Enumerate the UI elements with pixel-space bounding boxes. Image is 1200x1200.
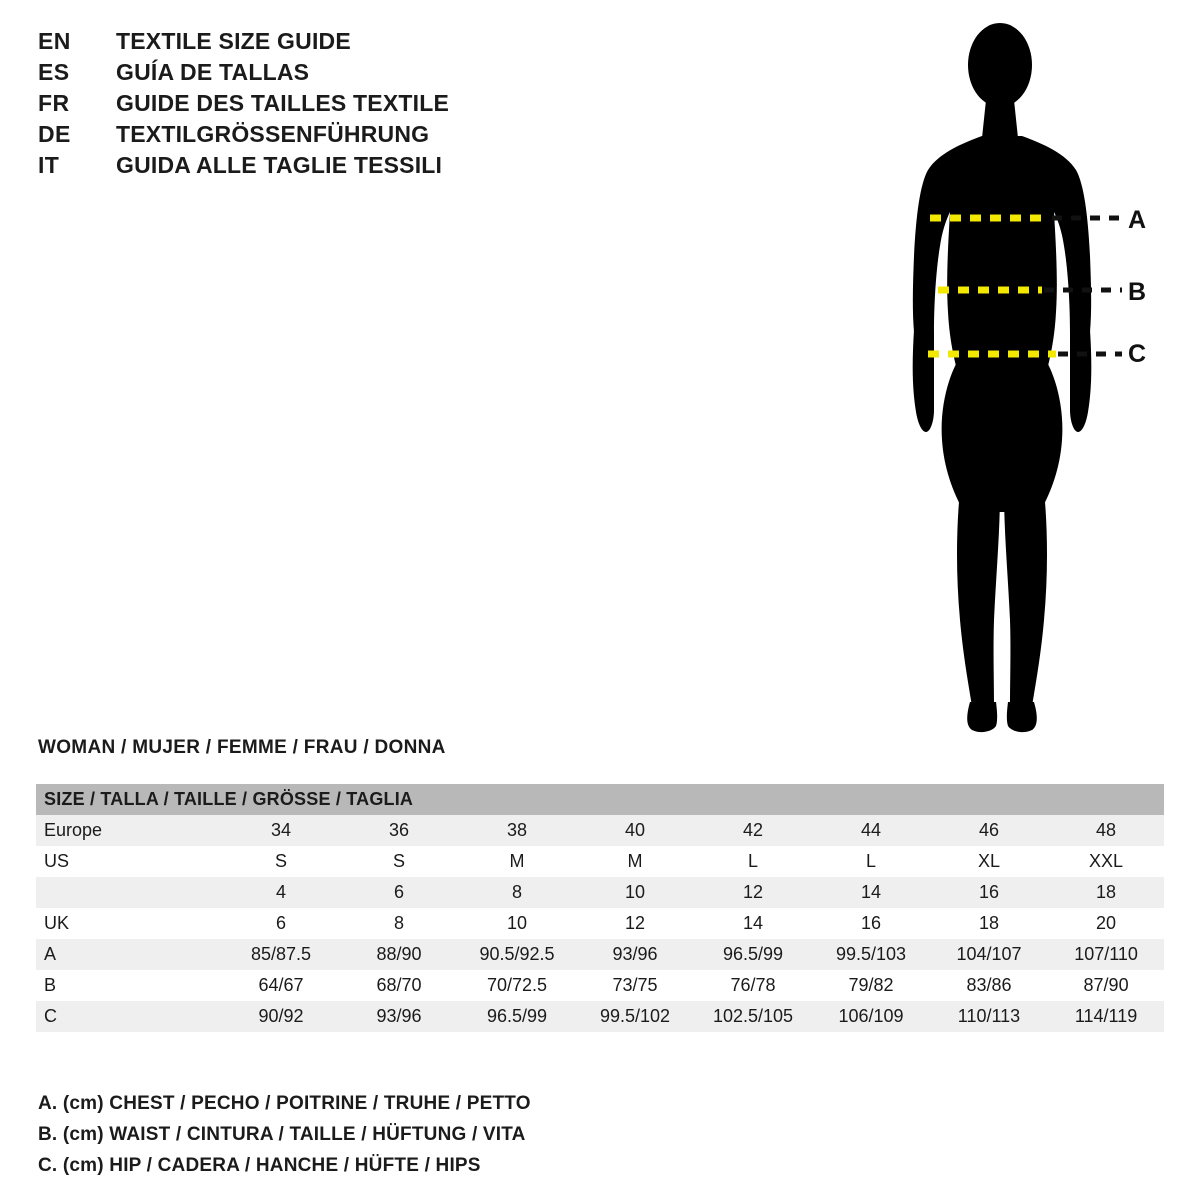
language-row <box>38 152 678 183</box>
cell: 96.5/99 <box>694 939 812 970</box>
cell: 12 <box>694 877 812 908</box>
cell: 64/67 <box>222 970 340 1001</box>
cell: 14 <box>694 908 812 939</box>
language-code: DE <box>38 121 71 147</box>
size-table <box>36 784 1164 1032</box>
table-row <box>36 908 1164 939</box>
table-row <box>36 877 1164 908</box>
row-label: Europe <box>36 815 222 846</box>
cell: 70/72.5 <box>458 970 576 1001</box>
section-title: WOMAN / MUJER / FEMME / FRAU / DONNA <box>38 737 446 758</box>
cell: 46 <box>930 815 1048 846</box>
cell: 36 <box>340 815 458 846</box>
language-row <box>38 28 678 59</box>
cell: 6 <box>340 877 458 908</box>
footnote-waist: B. (cm) WAIST / CINTURA / TAILLE / HÜFTUNG / VITA <box>38 1124 526 1145</box>
marker-label-a: A <box>1128 206 1147 234</box>
row-label: C <box>36 1001 222 1032</box>
cell: 106/109 <box>812 1001 930 1032</box>
table-row <box>36 970 1164 1001</box>
cell: 114/119 <box>1048 1001 1164 1032</box>
cell: 110/113 <box>930 1001 1048 1032</box>
footnote-chest: A. (cm) CHEST / PECHO / POITRINE / TRUHE / PETTO <box>38 1093 531 1114</box>
cell: L <box>694 846 812 877</box>
cell: M <box>576 846 694 877</box>
cell: 8 <box>458 877 576 908</box>
silhouette-icon <box>860 20 1190 740</box>
cell: 8 <box>340 908 458 939</box>
cell: S <box>222 846 340 877</box>
cell: 18 <box>930 908 1048 939</box>
footnote-hip: C. (cm) HIP / CADERA / HANCHE / HÜFTE / HIPS <box>38 1155 481 1176</box>
cell: 14 <box>812 877 930 908</box>
cell: 93/96 <box>340 1001 458 1032</box>
language-title: TEXTILGRÖSSENFÜHRUNG <box>116 121 430 147</box>
language-row <box>38 121 678 152</box>
language-row <box>38 59 678 90</box>
language-title: TEXTILE SIZE GUIDE <box>116 28 351 54</box>
footnote-list <box>38 1088 938 1181</box>
row-label: A <box>36 939 222 970</box>
table-row <box>36 1001 1164 1032</box>
cell: XL <box>930 846 1048 877</box>
cell: 38 <box>458 815 576 846</box>
table-header-label: SIZE / TALLA / TAILLE / GRÖSSE / TAGLIA <box>36 784 1164 815</box>
cell: 42 <box>694 815 812 846</box>
cell: 87/90 <box>1048 970 1164 1001</box>
language-row <box>38 90 678 121</box>
cell: 18 <box>1048 877 1164 908</box>
cell: 102.5/105 <box>694 1001 812 1032</box>
cell: S <box>340 846 458 877</box>
cell: XXL <box>1048 846 1164 877</box>
cell: 4 <box>222 877 340 908</box>
cell: 20 <box>1048 908 1164 939</box>
language-title-list <box>38 28 678 183</box>
row-label: B <box>36 970 222 1001</box>
cell: 96.5/99 <box>458 1001 576 1032</box>
language-code: EN <box>38 28 71 54</box>
language-code: FR <box>38 90 70 116</box>
cell: 10 <box>458 908 576 939</box>
cell: 6 <box>222 908 340 939</box>
table-row <box>36 815 1164 846</box>
row-label <box>36 877 222 908</box>
cell: 40 <box>576 815 694 846</box>
cell: M <box>458 846 576 877</box>
cell: 107/110 <box>1048 939 1164 970</box>
cell: 83/86 <box>930 970 1048 1001</box>
cell: 34 <box>222 815 340 846</box>
language-title: GUIDA ALLE TAGLIE TESSILI <box>116 152 443 178</box>
language-title: GUIDE DES TAILLES TEXTILE <box>116 90 449 116</box>
marker-label-c: C <box>1128 340 1147 368</box>
cell: 85/87.5 <box>222 939 340 970</box>
cell: 99.5/103 <box>812 939 930 970</box>
cell: 10 <box>576 877 694 908</box>
cell: 68/70 <box>340 970 458 1001</box>
cell: 16 <box>812 908 930 939</box>
female-silhouette-figure <box>860 20 1190 740</box>
cell: 79/82 <box>812 970 930 1001</box>
cell: 99.5/102 <box>576 1001 694 1032</box>
row-label: US <box>36 846 222 877</box>
table-header-row <box>36 784 1164 815</box>
language-code: IT <box>38 152 60 178</box>
row-label: UK <box>36 908 222 939</box>
language-code: ES <box>38 59 70 85</box>
marker-label-b: B <box>1128 278 1147 306</box>
cell: L <box>812 846 930 877</box>
cell: 44 <box>812 815 930 846</box>
cell: 16 <box>930 877 1048 908</box>
language-title: GUÍA DE TALLAS <box>116 59 310 85</box>
cell: 90/92 <box>222 1001 340 1032</box>
cell: 48 <box>1048 815 1164 846</box>
table-row <box>36 939 1164 970</box>
cell: 93/96 <box>576 939 694 970</box>
cell: 104/107 <box>930 939 1048 970</box>
cell: 76/78 <box>694 970 812 1001</box>
cell: 88/90 <box>340 939 458 970</box>
cell: 90.5/92.5 <box>458 939 576 970</box>
table-row <box>36 846 1164 877</box>
cell: 12 <box>576 908 694 939</box>
cell: 73/75 <box>576 970 694 1001</box>
